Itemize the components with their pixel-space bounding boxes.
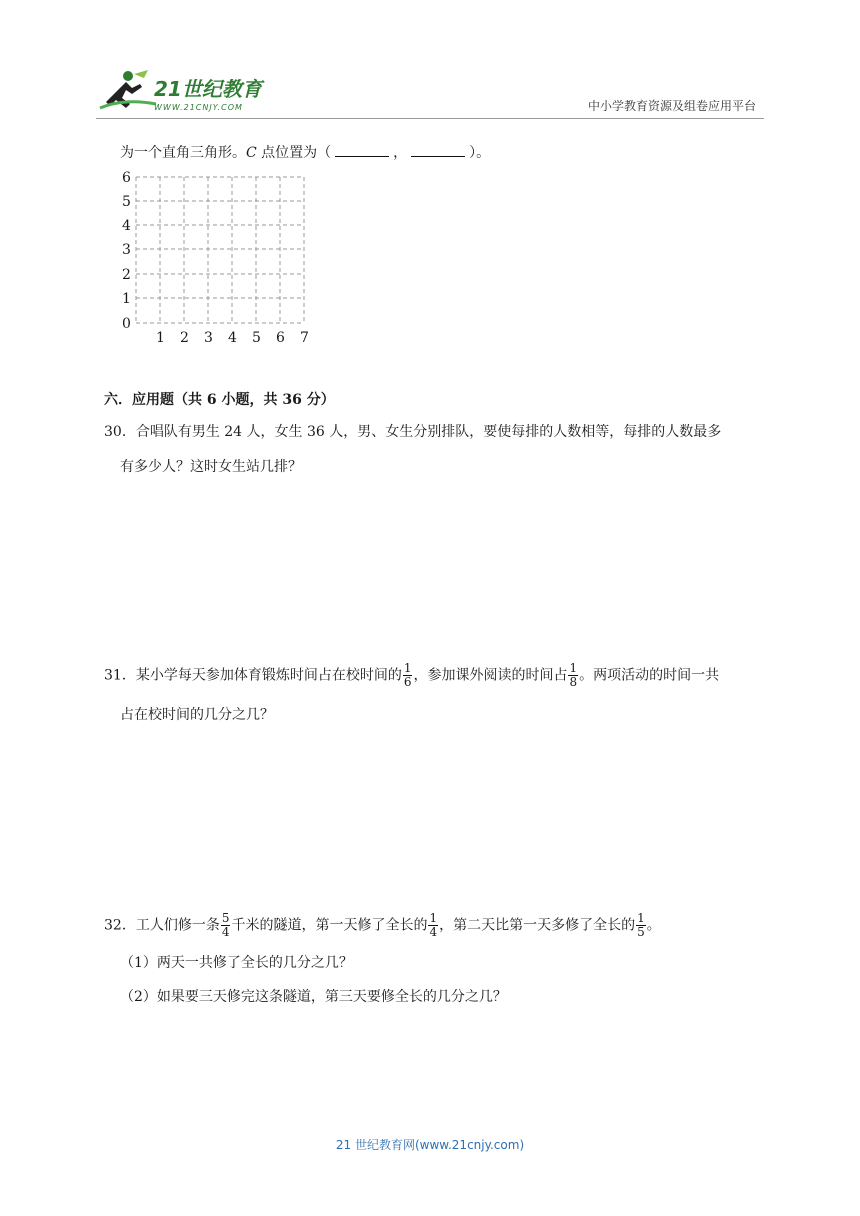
x-label-2: 2 [180,330,189,346]
y-label-0: 0 [122,316,131,332]
answer-blank-y[interactable] [411,142,465,157]
y-label-5: 5 [122,194,131,210]
q32-part3: ，第二天比第一天多修了全长的 [439,917,636,934]
y-label-6: 6 [122,170,131,186]
q29-comma: ， [393,145,408,161]
answer-blank-x[interactable] [335,142,389,157]
y-label-2: 2 [122,267,131,283]
x-label-1: 1 [156,330,165,346]
fraction-one-sixth: $\frac{1}{6}$ [403,661,412,689]
x-label-5: 5 [252,330,261,346]
x-label-3: 3 [204,330,213,346]
fraction-one-fifth: $\frac{1}{5}$ [637,911,645,939]
fraction-one-fourth: $\frac{1}{4}$ [429,911,438,939]
q32-part2: 千米的隧道，第一天修了全长的 [231,917,428,934]
q29-text-end: ）。 [469,145,491,161]
q32-part1: 32．工人们修一条 [104,917,220,934]
footer-link[interactable]: 21 世纪教育网(www.21cnjy.com) [335,1138,525,1152]
q30-line2: 有多少人？这时女生站几排？ [120,459,302,475]
header-platform-text: 中小学教育资源及组卷应用平台 [587,99,756,113]
grid-lines [136,177,304,323]
x-label-7: 7 [300,330,309,346]
section-six-title: 六．应用题（共 6 小题，共 36 分） [104,392,335,408]
q30-line1: 30．合唱队有男生 24 人，女生 36 人，男、女生分别排队，要使每排的人数相等，每排的人数最多 [104,424,722,440]
header-divider [96,118,764,119]
y-label-4: 4 [122,218,131,234]
q31-part1: 31．某小学每天参加体育锻炼时间占在校时间的 [104,667,402,684]
logo-main-text: 21世纪教育 [154,77,262,101]
q31-line2: 占在校时间的几分之几？ [120,707,274,723]
q29-text-mid: 点位置为（ [256,145,332,161]
q29-text-before: 为一个直角三角形。 [120,145,246,161]
q32-sub1: （1）两天一共修了全长的几分之几？ [120,955,353,971]
q32-sub2: （2）如果要三天修完这条隧道，第三天要修全长的几分之几？ [120,989,507,1005]
q31-part2: ，参加课外阅读的时间占 [413,667,568,684]
q31-part3: 。两项活动的时间一共 [579,667,720,684]
q32-part4: 。 [646,917,661,934]
q31-line1 [104,662,719,689]
coordinate-grid [112,165,322,350]
runner-icon [100,70,156,108]
point-c-label: C [246,145,257,161]
site-logo [96,68,271,116]
x-label-4: 4 [228,330,237,346]
q29-answer-line [120,142,490,163]
fraction-five-fourths: $\frac{5}{4}$ [221,911,230,939]
x-label-6: 6 [276,330,285,346]
q32-line1 [104,912,661,939]
logo-sub-text: WWW.21CNJY.COM [154,103,243,112]
fraction-one-eighth: $\frac{1}{8}$ [569,661,578,689]
y-label-3: 3 [122,242,131,258]
y-label-1: 1 [122,291,131,307]
